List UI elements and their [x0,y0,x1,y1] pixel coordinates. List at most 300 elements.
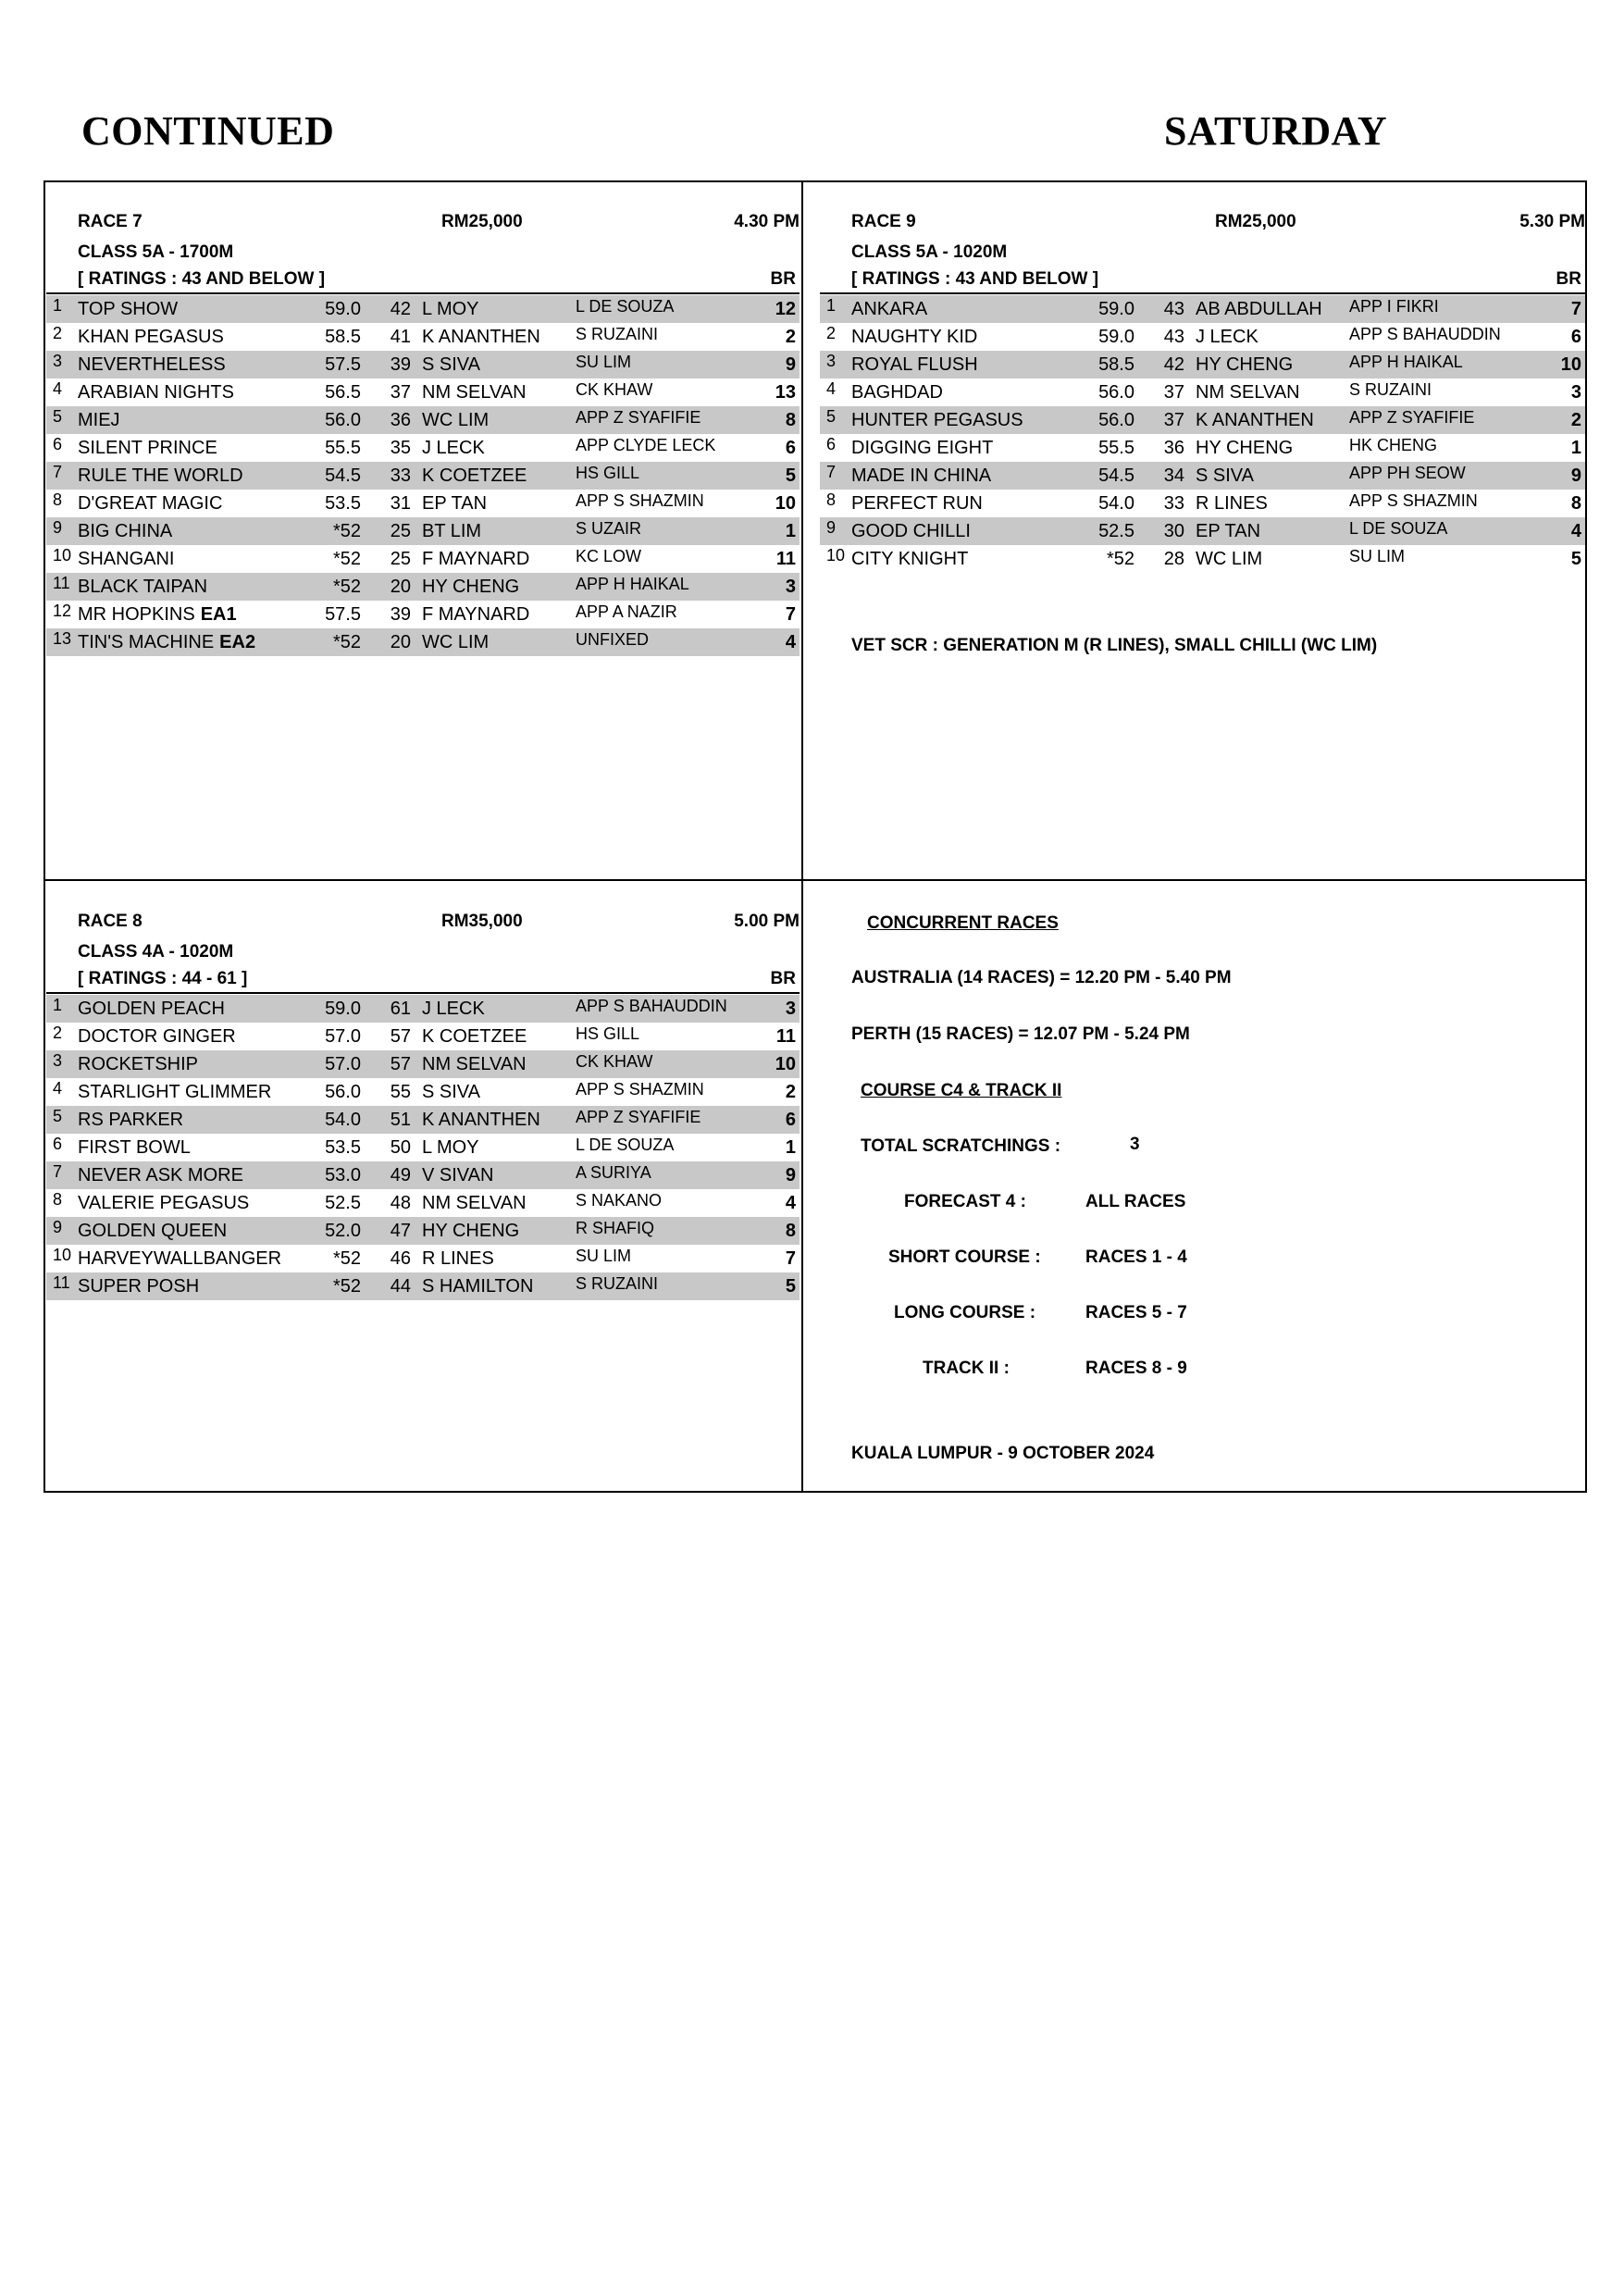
horse-name-cell [78,1276,199,1297]
entry-row [820,434,1585,462]
race-time: 5.00 PM [734,912,800,931]
horse-name-cell [78,1026,236,1048]
horse-name-cell [78,521,172,542]
entry-row [820,295,1585,323]
horse-rating: 36 [1163,438,1184,458]
horse-number: 6 [53,435,63,453]
jockey-name: L MOY [422,1137,479,1158]
horse-name-cell [851,354,978,376]
trainer-name: APP S BAHAUDDIN [576,997,727,1015]
entry-row [820,462,1585,490]
horse-name-cell [851,493,983,515]
forecast-value: ALL RACES [1085,1192,1186,1211]
horse-number: 4 [53,1079,63,1098]
horse-rating: 61 [390,999,411,1019]
horse-weight: *52 [332,577,361,597]
barrier-draw: 6 [1570,327,1581,347]
horse-weight: 52.0 [325,1221,361,1241]
trainer-name: APP A NAZIR [576,602,677,621]
horse-weight: 53.5 [325,493,361,514]
entry-row [46,1078,800,1106]
horse-rating: 36 [390,410,411,430]
race-title: RACE 8 [78,912,143,931]
horse-number: 5 [53,1107,63,1125]
horse-name: TIN'S MACHINE [78,632,215,652]
race-time: 5.30 PM [1519,212,1585,231]
long-course-label: LONG COURSE : [894,1303,1036,1322]
horse-name: ANKARA [851,299,928,319]
horse-name: VALERIE PEGASUS [78,1193,250,1213]
entry-row [820,406,1585,434]
entry-row [46,351,800,379]
entry-row [820,545,1585,573]
trainer-name: R SHAFIQ [576,1219,655,1237]
horse-rating: 25 [390,549,411,569]
race-title: RACE 7 [78,212,143,231]
horse-weight: 52.5 [325,1193,361,1213]
course-track: COURSE C4 & TRACK II [861,1081,1062,1100]
horse-name: MR HOPKINS [78,604,195,625]
barrier-draw: 9 [785,1165,796,1185]
entry-row [820,490,1585,517]
horse-number: 1 [53,996,63,1014]
trainer-name: APP S SHAZMIN [1349,491,1478,510]
horse-number: 9 [826,518,837,537]
horse-weight: 54.5 [325,465,361,486]
horse-weight: *52 [332,549,361,569]
horse-number: 3 [53,352,63,370]
entry-row [46,434,800,462]
location-date: KUALA LUMPUR - 9 OCTOBER 2024 [851,1444,1155,1463]
horse-number: 12 [53,602,72,620]
race-purse: RM35,000 [441,912,523,931]
trainer-name: HK CHENG [1349,436,1438,454]
race-ratings: [ RATINGS : 43 AND BELOW ] [851,269,1099,289]
horse-name-cell [851,521,971,542]
jockey-name: K ANANTHEN [422,327,540,347]
trainer-name: APP H HAIKAL [576,575,689,593]
jockey-name: NM SELVAN [422,1054,527,1074]
horse-name: HARVEYWALLBANGER [78,1248,282,1269]
horse-name: BAGHDAD [851,382,943,403]
trainer-name: CK KHAW [576,1052,653,1071]
jockey-name: F MAYNARD [422,549,530,569]
horse-name-cell [78,438,217,459]
horse-rating: 37 [1163,382,1184,403]
barrier-draw: 8 [785,410,796,430]
horse-name-cell [78,465,243,487]
barrier-draw: 11 [775,549,796,569]
jockey-name: NM SELVAN [422,1193,527,1213]
horse-name-cell [78,999,225,1020]
horse-number: 3 [826,352,837,370]
race-time: 4.30 PM [734,212,800,231]
horse-weight: 59.0 [1098,327,1134,347]
trainer-name: S RUZAINI [576,325,659,343]
barrier-draw: 1 [785,521,796,541]
horse-rating: 31 [390,493,411,514]
trainer-name: APP PH SEOW [1349,464,1466,482]
track-ii-value: RACES 8 - 9 [1085,1359,1187,1378]
horse-number: 5 [53,407,63,426]
horse-number: 10 [53,1246,72,1264]
horse-name-cell [78,1082,271,1103]
horse-weight: 56.0 [1098,382,1134,403]
barrier-draw: 3 [785,577,796,597]
jockey-name: R LINES [1196,493,1268,514]
horse-weight: 54.0 [1098,493,1134,514]
horse-name: GOOD CHILLI [851,521,971,541]
barrier-draw: 4 [1570,521,1581,541]
trainer-name: SU LIM [576,353,632,371]
entry-tag: EA2 [219,632,256,652]
horse-weight: 57.0 [325,1054,361,1074]
trainer-name: APP I FIKRI [1349,297,1439,316]
race-class: CLASS 5A - 1700M [78,242,234,262]
horse-name-cell [78,1165,243,1186]
horse-name-cell [78,604,237,626]
short-course-label: SHORT COURSE : [888,1247,1041,1267]
barrier-draw: 7 [785,604,796,625]
entry-row [46,1217,800,1245]
entry-row [820,351,1585,379]
horse-name-cell [78,549,174,570]
horse-name-cell [851,465,991,487]
barrier-draw: 8 [785,1221,796,1241]
jockey-name: WC LIM [422,410,490,430]
horse-name-cell [851,549,968,570]
barrier-draw: 6 [785,438,796,458]
barrier-draw: 1 [785,1137,796,1158]
horse-number: 7 [53,1162,63,1181]
horizontal-divider [43,879,1587,881]
trainer-name: L DE SOUZA [1349,519,1448,538]
horse-rating: 44 [390,1276,411,1297]
barrier-draw: 2 [785,1082,796,1102]
header-rule [46,292,800,294]
entry-row [46,1134,800,1161]
horse-name: SHANGANI [78,549,175,569]
horse-name: CITY KNIGHT [851,549,969,569]
jockey-name: AB ABDULLAH [1196,299,1322,319]
horse-rating: 20 [390,632,411,652]
jockey-name: J LECK [422,999,485,1019]
horse-weight: 55.5 [325,438,361,458]
jockey-name: L MOY [422,299,479,319]
total-scratchings-value: 3 [1130,1135,1140,1154]
horse-weight: 57.0 [325,1026,361,1047]
entry-row [46,995,800,1023]
horse-name: SUPER POSH [78,1276,200,1297]
horse-weight: *52 [332,1248,361,1269]
horse-name-cell [78,632,255,653]
barrier-draw: 4 [785,632,796,652]
horse-weight: *52 [332,1276,361,1297]
horse-rating: 46 [390,1248,411,1269]
entry-row [46,1023,800,1050]
header-rule [820,292,1585,294]
race-title: RACE 9 [851,212,916,231]
trainer-name: L DE SOUZA [576,297,675,316]
horse-name-cell [78,1054,198,1075]
header-saturday: SATURDAY [1164,108,1388,154]
horse-name: MIEJ [78,410,120,430]
jockey-name: WC LIM [1196,549,1263,569]
horse-name-cell [78,299,178,320]
barrier-header: BR [1556,269,1581,289]
entry-row [46,406,800,434]
horse-number: 10 [826,546,846,565]
horse-name-cell [851,299,927,320]
barrier-header: BR [770,969,796,988]
trainer-name: APP S SHAZMIN [576,491,704,510]
horse-rating: 55 [390,1082,411,1102]
entry-row [46,1050,800,1078]
horse-weight: 56.0 [1098,410,1134,430]
trainer-name: CK KHAW [576,380,653,399]
horse-number: 8 [53,1190,63,1209]
horse-number: 13 [53,629,72,648]
horse-weight: 54.5 [1098,465,1134,486]
entry-row [46,1161,800,1189]
horse-number: 3 [53,1051,63,1070]
entry-row [820,379,1585,406]
jockey-name: EP TAN [422,493,488,514]
trainer-name: S RUZAINI [576,1274,659,1293]
jockey-name: V SIVAN [422,1165,494,1185]
entry-table [46,295,800,656]
trainer-name: APP H HAIKAL [1349,353,1463,371]
horse-rating: 39 [390,354,411,375]
horse-number: 7 [826,463,837,481]
horse-weight: *52 [1106,549,1134,569]
horse-name-cell [78,1221,227,1242]
horse-name: ROCKETSHIP [78,1054,199,1074]
trainer-name: APP Z SYAFIFIE [1349,408,1475,427]
horse-weight: 53.0 [325,1165,361,1185]
horse-number: 9 [53,1218,63,1236]
vet-scratchings: VET SCR : GENERATION M (R LINES), SMALL CHILLI (WC LIM) [851,636,1378,655]
short-course-value: RACES 1 - 4 [1085,1247,1187,1267]
horse-number: 10 [53,546,72,565]
jockey-name: WC LIM [422,632,490,652]
australia-races: AUSTRALIA (14 RACES) = 12.20 PM - 5.40 PM [851,968,1232,987]
horse-name: PERFECT RUN [851,493,983,514]
entry-row [46,1245,800,1272]
entry-row [46,628,800,656]
horse-weight: 56.0 [325,410,361,430]
horse-name-cell [851,382,943,403]
trainer-name: SU LIM [1349,547,1406,565]
entry-row [46,462,800,490]
horse-name-cell [78,1193,249,1214]
forecast-label: FORECAST 4 : [904,1192,1026,1211]
horse-number: 8 [53,490,63,509]
barrier-draw: 1 [1570,438,1581,458]
horse-rating: 28 [1163,549,1184,569]
entry-row [820,517,1585,545]
barrier-draw: 3 [785,999,796,1019]
horse-weight: 59.0 [325,999,361,1019]
jockey-name: K ANANTHEN [1196,410,1314,430]
jockey-name: S SIVA [422,354,480,375]
horse-name: NEVERTHELESS [78,354,226,375]
horse-name-cell [78,577,207,598]
trainer-name: S UZAIR [576,519,642,538]
jockey-name: EP TAN [1196,521,1261,541]
horse-rating: 48 [390,1193,411,1213]
horse-name: STARLIGHT GLIMMER [78,1082,272,1102]
horse-number: 5 [826,407,837,426]
race-7-panel [53,212,800,675]
horse-name: KHAN PEGASUS [78,327,224,347]
trainer-name: S RUZAINI [1349,380,1432,399]
trainer-name: APP S SHAZMIN [576,1080,704,1098]
trainer-name: APP CLYDE LECK [576,436,716,454]
barrier-draw: 9 [1570,465,1581,486]
jockey-name: K COETZEE [422,465,527,486]
barrier-draw: 10 [775,493,796,514]
jockey-name: R LINES [422,1248,494,1269]
horse-weight: 52.5 [1098,521,1134,541]
horse-name: HUNTER PEGASUS [851,410,1023,430]
barrier-draw: 10 [775,1054,796,1074]
jockey-name: F MAYNARD [422,604,530,625]
race-ratings: [ RATINGS : 44 - 61 ] [78,969,248,988]
horse-name: TOP SHOW [78,299,179,319]
horse-name-cell [78,1110,183,1131]
horse-weight: 57.5 [325,604,361,625]
barrier-draw: 3 [1570,382,1581,403]
horse-name-cell [851,327,977,348]
race-8-panel [53,912,800,1374]
entry-row [46,295,800,323]
horse-number: 1 [53,296,63,315]
horse-number: 11 [53,574,70,592]
horse-name-cell [851,438,993,459]
header-rule [46,992,800,994]
jockey-name: HY CHENG [422,1221,520,1241]
horse-name: D'GREAT MAGIC [78,493,223,514]
horse-rating: 41 [390,327,411,347]
vertical-divider [801,180,803,1493]
trainer-name: HS GILL [576,464,640,482]
race-class: CLASS 4A - 1020M [78,942,234,962]
barrier-draw: 7 [1570,299,1581,319]
jockey-name: S HAMILTON [422,1276,534,1297]
jockey-name: K COETZEE [422,1026,527,1047]
horse-name: FIRST BOWL [78,1137,191,1158]
race-purse: RM25,000 [1215,212,1296,231]
total-scratchings-label: TOTAL SCRATCHINGS : [861,1136,1061,1156]
race-purse: RM25,000 [441,212,523,231]
barrier-draw: 8 [1570,493,1581,514]
entry-row [46,490,800,517]
barrier-draw: 11 [775,1026,796,1047]
horse-rating: 47 [390,1221,411,1241]
horse-number: 6 [53,1135,63,1153]
horse-weight: 59.0 [325,299,361,319]
entry-row [820,323,1585,351]
horse-name: RS PARKER [78,1110,184,1130]
horse-rating: 20 [390,577,411,597]
barrier-draw: 6 [785,1110,796,1130]
horse-name-cell [78,354,226,376]
race-ratings: [ RATINGS : 43 AND BELOW ] [78,269,326,289]
horse-weight: 58.5 [1098,354,1134,375]
horse-number: 4 [826,379,837,398]
horse-number: 2 [53,1024,63,1042]
barrier-draw: 10 [1560,354,1581,375]
horse-rating: 49 [390,1165,411,1185]
horse-rating: 43 [1163,327,1184,347]
horse-rating: 50 [390,1137,411,1158]
jockey-name: HY CHENG [1196,354,1294,375]
horse-rating: 37 [390,382,411,403]
horse-name: ROYAL FLUSH [851,354,978,375]
entry-tag: EA1 [200,604,237,625]
barrier-draw: 4 [785,1193,796,1213]
barrier-draw: 13 [775,382,796,403]
horse-weight: 56.5 [325,382,361,403]
jockey-name: S SIVA [422,1082,480,1102]
entry-row [46,1189,800,1217]
race-class: CLASS 5A - 1020M [851,242,1008,262]
trainer-name: S NAKANO [576,1191,663,1210]
jockey-name: HY CHENG [1196,438,1294,458]
trainer-name: APP Z SYAFIFIE [576,408,701,427]
horse-name: SILENT PRINCE [78,438,217,458]
horse-number: 9 [53,518,63,537]
horse-weight: *52 [332,521,361,541]
jockey-name: HY CHENG [422,577,520,597]
horse-name: BLACK TAIPAN [78,577,208,597]
horse-rating: 42 [1163,354,1184,375]
horse-number: 6 [826,435,837,453]
race-9-panel [826,212,1585,675]
barrier-draw: 5 [785,465,796,486]
horse-name-cell [78,327,224,348]
horse-rating: 25 [390,521,411,541]
horse-name: GOLDEN QUEEN [78,1221,228,1241]
entry-row [46,517,800,545]
horse-name-cell [78,493,222,515]
horse-name-cell [78,1248,281,1270]
horse-name: GOLDEN PEACH [78,999,225,1019]
jockey-name: NM SELVAN [422,382,527,403]
horse-number: 11 [53,1273,70,1292]
barrier-draw: 5 [1570,549,1581,569]
horse-weight: *52 [332,632,361,652]
horse-weight: 56.0 [325,1082,361,1102]
concurrent-races-title: CONCURRENT RACES [867,913,1059,933]
entry-row [46,545,800,573]
horse-name-cell [78,382,234,403]
horse-name: DIGGING EIGHT [851,438,994,458]
horse-weight: 53.5 [325,1137,361,1158]
entry-row [46,601,800,628]
entry-table [46,995,800,1300]
horse-number: 2 [53,324,63,342]
track-ii-label: TRACK II : [923,1359,1010,1378]
entry-row [46,1272,800,1300]
horse-rating: 37 [1163,410,1184,430]
horse-rating: 51 [390,1110,411,1130]
horse-name-cell [851,410,1023,431]
horse-name: NAUGHTY KID [851,327,978,347]
horse-number: 8 [826,490,837,509]
horse-name: NEVER ASK MORE [78,1165,243,1185]
